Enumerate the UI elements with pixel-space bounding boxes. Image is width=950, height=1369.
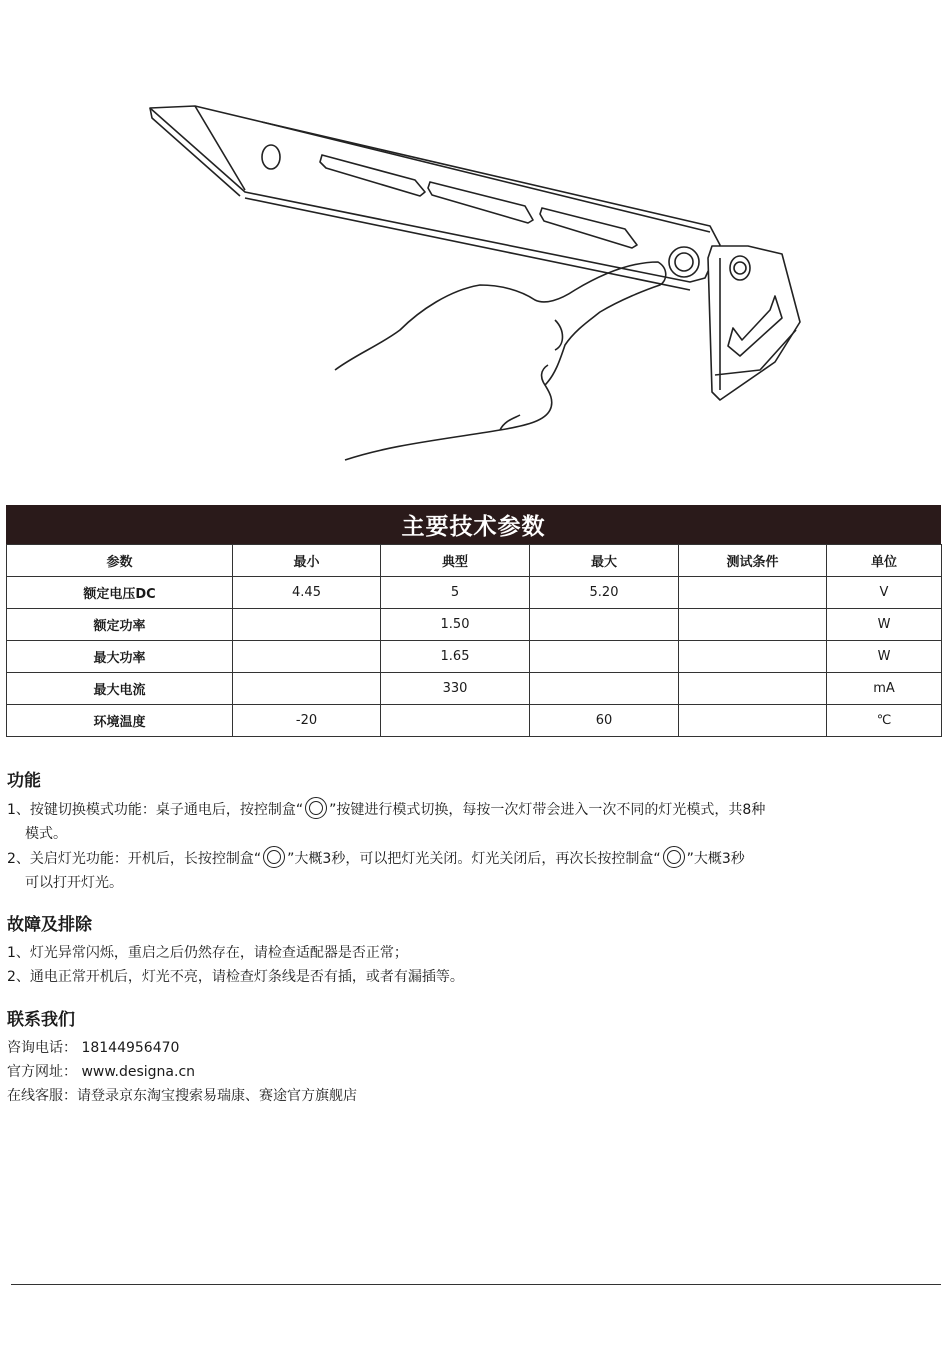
col-header-typical: 典型 bbox=[381, 545, 530, 577]
trouble-section bbox=[7, 910, 942, 989]
function-title: 功能 bbox=[7, 771, 41, 791]
function-item-2-text-c: ”大概3秒 bbox=[686, 851, 745, 867]
unit: mA bbox=[827, 673, 942, 705]
function-item-1 bbox=[7, 797, 942, 822]
typical-value bbox=[381, 705, 530, 737]
contact-service: 在线客服：请登录京东淘宝搜索易瑞康、赛途官方旗舰店 bbox=[7, 1088, 357, 1104]
test-condition bbox=[679, 705, 827, 737]
unit: W bbox=[827, 609, 942, 641]
test-condition bbox=[679, 641, 827, 673]
contact-title: 联系我们 bbox=[7, 1010, 75, 1030]
trouble-title: 故障及排除 bbox=[7, 915, 92, 935]
min-value: 4.45 bbox=[233, 577, 381, 609]
max-value: 60 bbox=[530, 705, 679, 737]
table-header-row bbox=[7, 545, 942, 577]
trouble-item-2: 2、通电正常开机后，灯光不亮，请检查灯条线是否有插，或者有漏插等。 bbox=[7, 969, 464, 985]
table-row bbox=[7, 609, 942, 641]
typical-value: 330 bbox=[381, 673, 530, 705]
test-condition bbox=[679, 577, 827, 609]
min-value bbox=[233, 609, 381, 641]
trouble-item-1: 1、灯光异常闪烁，重启之后仍然存在，请检查适配器是否正常； bbox=[7, 945, 408, 961]
function-section bbox=[7, 766, 942, 895]
contact-phone: 咨询电话： 18144956470 bbox=[7, 1040, 180, 1056]
function-item-2 bbox=[7, 846, 942, 871]
col-header-unit: 单位 bbox=[827, 545, 942, 577]
unit: V bbox=[827, 577, 942, 609]
contact-section bbox=[7, 1005, 942, 1108]
min-value bbox=[233, 673, 381, 705]
table-row bbox=[7, 577, 942, 609]
test-condition bbox=[679, 673, 827, 705]
param-name: 环境温度 bbox=[7, 705, 233, 737]
function-item-1-cont: 模式。 bbox=[25, 826, 67, 842]
param-name: 最大功率 bbox=[7, 641, 233, 673]
unit: ℃ bbox=[827, 705, 942, 737]
param-name: 额定电压DC bbox=[7, 577, 233, 609]
control-button-icon bbox=[305, 797, 327, 819]
function-item-2-cont: 可以打开灯光。 bbox=[25, 875, 123, 891]
max-value: 5.20 bbox=[530, 577, 679, 609]
col-header-param: 参数 bbox=[7, 545, 233, 577]
spec-table bbox=[6, 544, 942, 737]
control-button-icon bbox=[263, 846, 285, 868]
col-header-test-condition: 测试条件 bbox=[679, 545, 827, 577]
param-name: 最大电流 bbox=[7, 673, 233, 705]
contact-website: 官方网址： www.designa.cn bbox=[7, 1064, 196, 1080]
table-row bbox=[7, 705, 942, 737]
table-row bbox=[7, 673, 942, 705]
max-value bbox=[530, 673, 679, 705]
col-header-min: 最小 bbox=[233, 545, 381, 577]
typical-value: 5 bbox=[381, 577, 530, 609]
function-item-1-text-b: ”按键进行模式切换，每按一次灯带会进入一次不同的灯光模式，共8种 bbox=[329, 802, 766, 818]
function-item-2-text-a: 2、关启灯光功能：开机后，长按控制盒“ bbox=[7, 851, 262, 867]
typical-value: 1.50 bbox=[381, 609, 530, 641]
spec-table-title: 主要技术参数 bbox=[6, 505, 941, 544]
table-row bbox=[7, 641, 942, 673]
typical-value: 1.65 bbox=[381, 641, 530, 673]
min-value bbox=[233, 641, 381, 673]
test-condition bbox=[679, 609, 827, 641]
function-item-2-text-b: ”大概3秒，可以把灯光关闭。灯光关闭后，再次长按控制盒“ bbox=[287, 851, 661, 867]
function-item-1-text-a: 1、按键切换模式功能：桌子通电后，按控制盒“ bbox=[7, 802, 304, 818]
footer-divider bbox=[11, 1284, 941, 1285]
col-header-max: 最大 bbox=[530, 545, 679, 577]
param-name: 额定功率 bbox=[7, 609, 233, 641]
max-value bbox=[530, 609, 679, 641]
unit: W bbox=[827, 641, 942, 673]
product-illustration bbox=[0, 0, 950, 480]
min-value: -20 bbox=[233, 705, 381, 737]
control-button-icon bbox=[663, 846, 685, 868]
max-value bbox=[530, 641, 679, 673]
